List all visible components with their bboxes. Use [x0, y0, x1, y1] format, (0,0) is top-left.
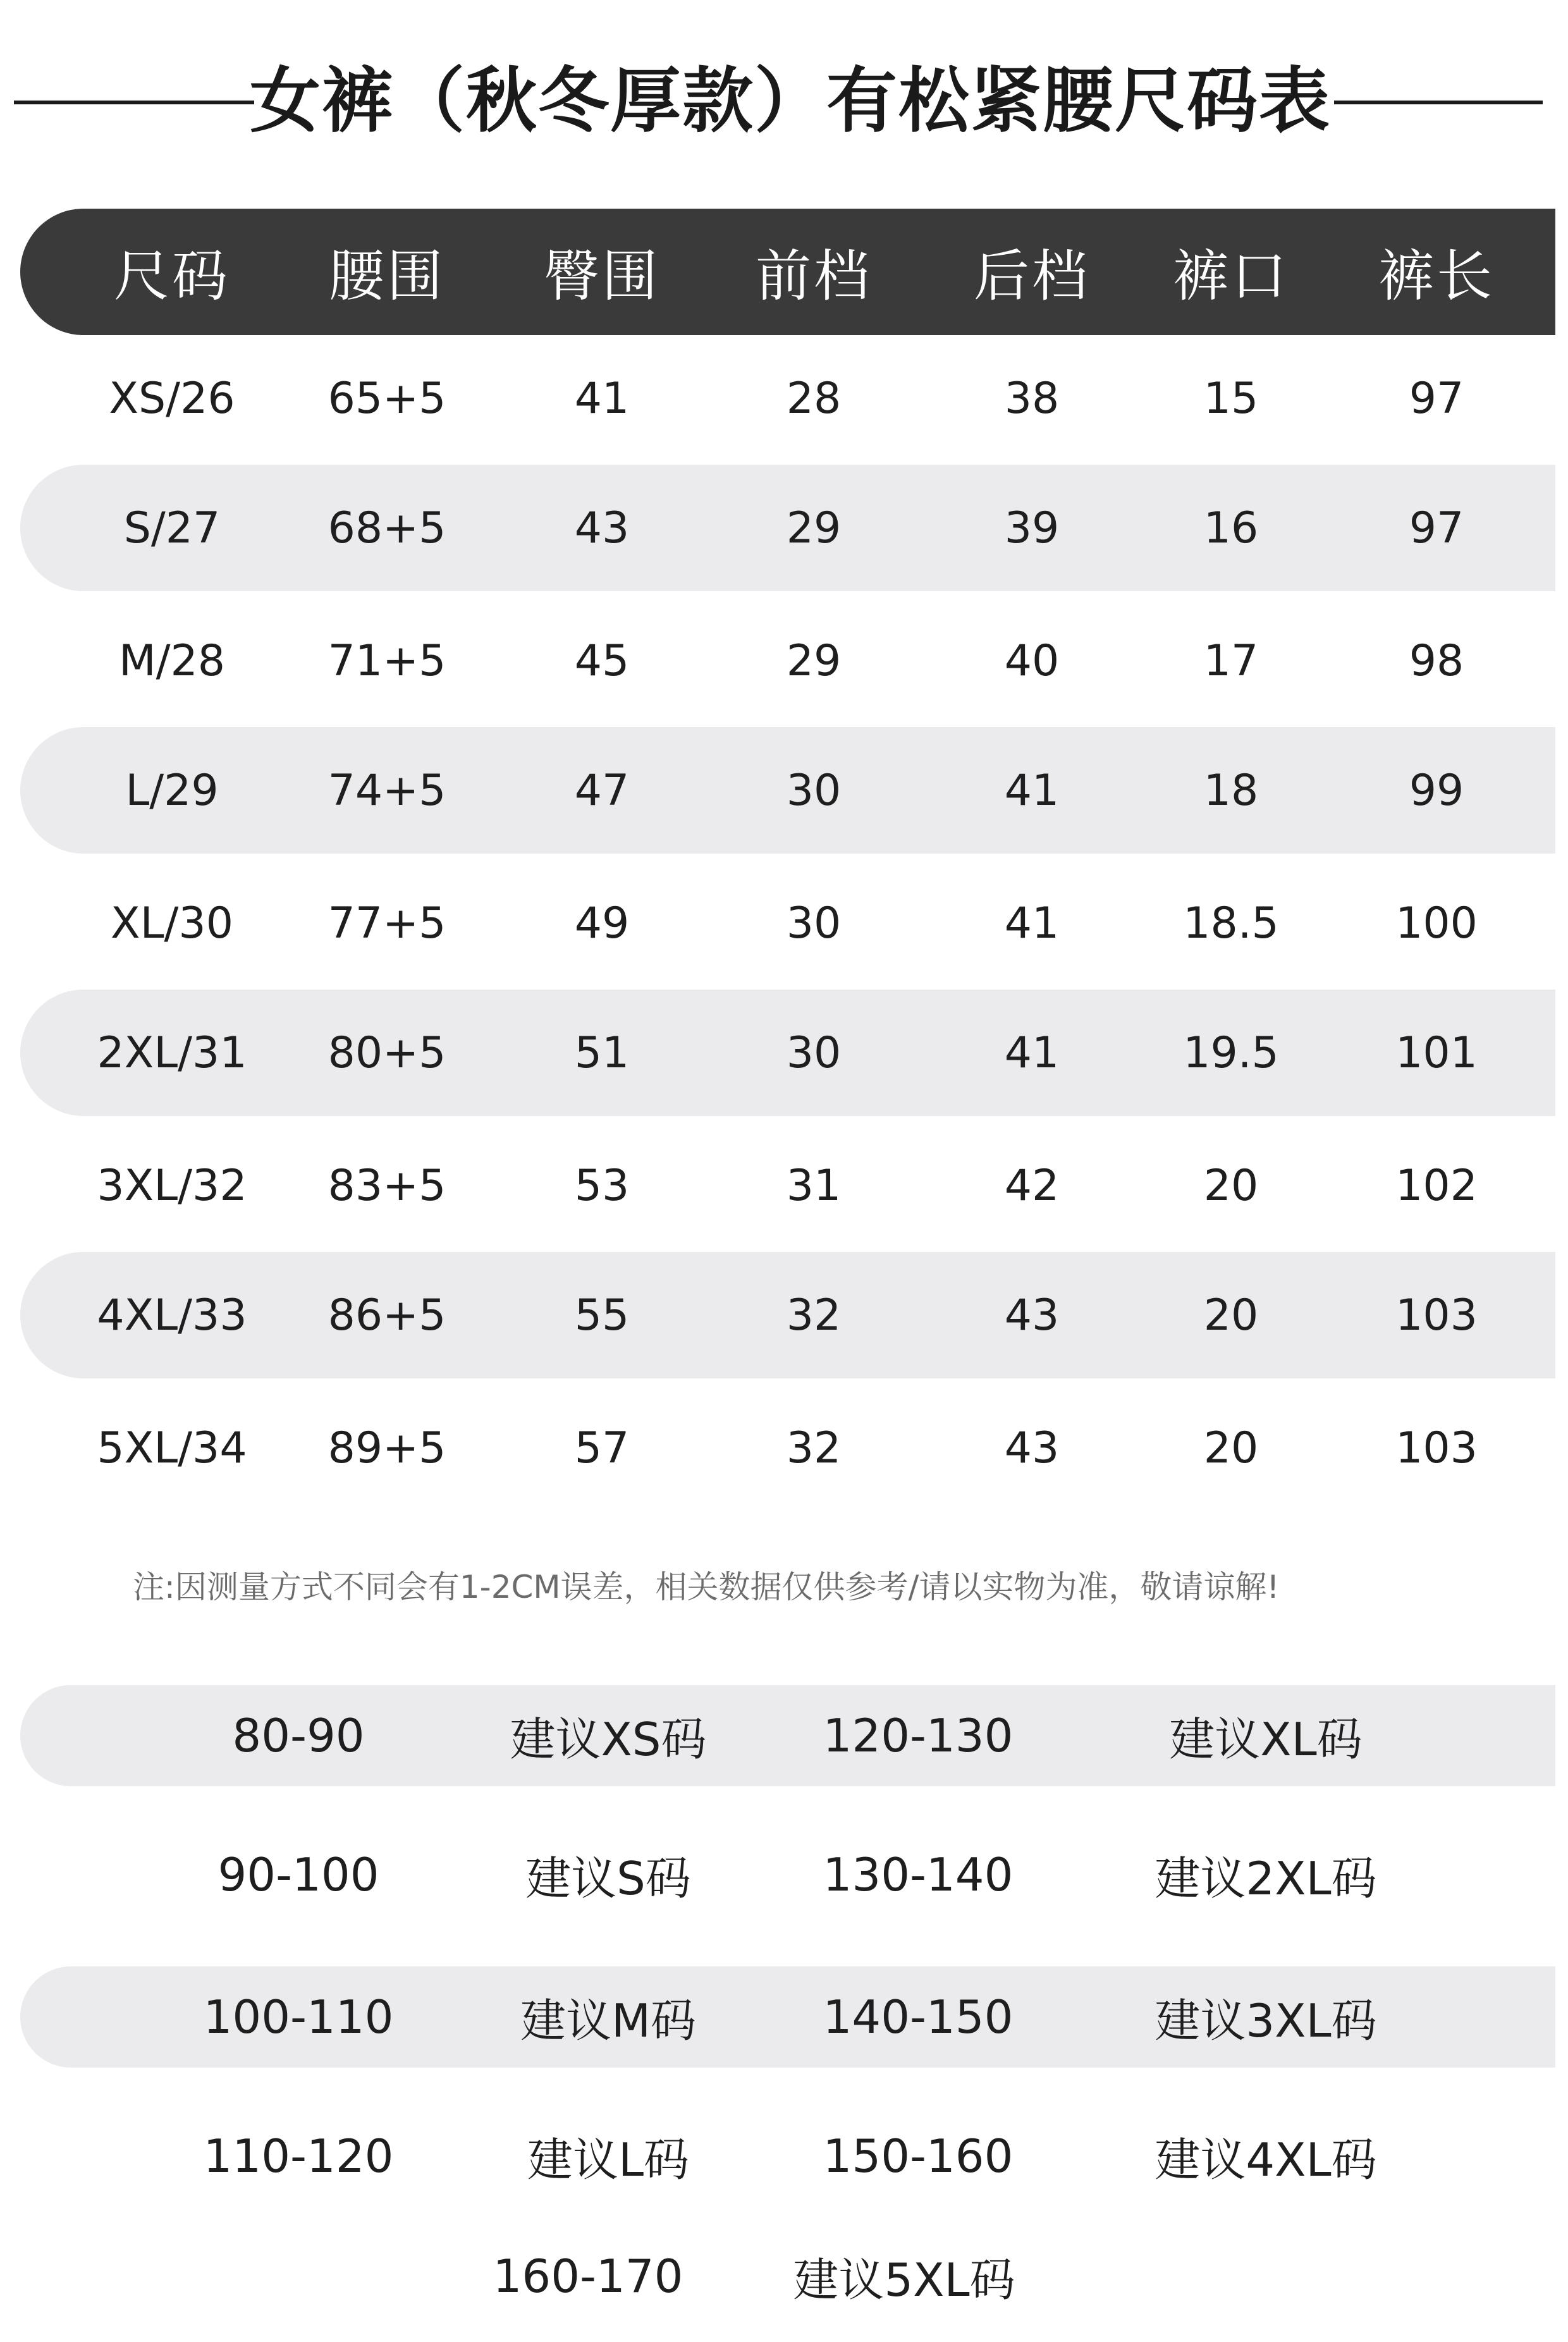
weight-range: 140-150 [823, 1990, 1014, 2044]
cell-front-rise: 32 [786, 1290, 842, 1340]
table-row [20, 727, 1555, 854]
table-row [20, 598, 1555, 724]
cell-leg-opening: 20 [1203, 1160, 1259, 1211]
cell-size: XL/30 [111, 898, 233, 948]
cell-length: 97 [1409, 373, 1464, 424]
table-row [20, 860, 1555, 986]
cell-hip: 43 [574, 503, 630, 553]
cell-front-rise: 30 [786, 898, 842, 948]
cell-size: S/27 [123, 503, 221, 553]
cell-waist: 80+5 [328, 1027, 446, 1078]
cell-back-rise: 41 [1004, 765, 1060, 816]
title-rule-right [1334, 101, 1543, 104]
cell-size: 3XL/32 [97, 1160, 247, 1211]
cell-leg-opening: 19.5 [1183, 1027, 1279, 1078]
size-table-header [20, 209, 1555, 335]
suggested-size: 建议L码 [527, 2133, 690, 2186]
suggested-size: 建议4XL码 [1155, 2133, 1377, 2186]
cell-size: L/29 [125, 765, 219, 816]
cell-back-rise: 43 [1004, 1423, 1060, 1473]
weight-range: 80-90 [232, 1709, 365, 1762]
cell-leg-opening: 20 [1203, 1290, 1259, 1340]
cell-length: 101 [1395, 1027, 1478, 1078]
cell-front-rise: 29 [786, 503, 842, 553]
table-row [20, 465, 1555, 591]
cell-leg-opening: 18 [1203, 765, 1259, 816]
cell-front-rise: 28 [786, 373, 842, 424]
header-front-rise: 前档 [755, 243, 872, 309]
cell-back-rise: 39 [1004, 503, 1060, 553]
cell-hip: 57 [574, 1423, 630, 1473]
cell-length: 102 [1395, 1160, 1478, 1211]
cell-leg-opening: 16 [1203, 503, 1259, 553]
suggested-size: 建议S码 [525, 1852, 691, 1905]
cell-waist: 74+5 [328, 765, 446, 816]
header-leg-opening: 裤口 [1172, 243, 1289, 309]
suggested-size: 建议XS码 [510, 1713, 707, 1766]
suggested-size: 建议3XL码 [1155, 1994, 1377, 2047]
suggested-size: 建议2XL码 [1155, 1852, 1377, 1905]
cell-hip: 51 [574, 1027, 630, 1078]
cell-front-rise: 32 [786, 1423, 842, 1473]
cell-waist: 77+5 [328, 898, 446, 948]
header-length: 裤长 [1378, 243, 1495, 309]
table-row [20, 1385, 1555, 1511]
header-back-rise: 后档 [973, 243, 1090, 309]
header-waist: 腰围 [328, 243, 445, 309]
cell-waist: 65+5 [328, 373, 446, 424]
table-row [20, 335, 1555, 462]
cell-leg-opening: 20 [1203, 1423, 1259, 1473]
title-row [0, 38, 1568, 164]
cell-waist: 83+5 [328, 1160, 446, 1211]
weight-range: 160-170 [493, 2250, 683, 2303]
cell-size: XS/26 [109, 373, 235, 424]
cell-back-rise: 38 [1004, 373, 1060, 424]
weight-range: 90-100 [217, 1848, 379, 1901]
cell-front-rise: 31 [786, 1160, 842, 1211]
cell-back-rise: 41 [1004, 898, 1060, 948]
cell-back-rise: 40 [1004, 635, 1060, 686]
cell-length: 99 [1409, 765, 1464, 816]
weight-range: 110-120 [203, 2130, 394, 2183]
cell-length: 98 [1409, 635, 1464, 686]
header-hip: 臀围 [543, 243, 660, 309]
weight-range: 120-130 [823, 1709, 1014, 1762]
cell-leg-opening: 15 [1203, 373, 1259, 424]
cell-front-rise: 29 [786, 635, 842, 686]
cell-back-rise: 42 [1004, 1160, 1060, 1211]
page-title: 女裤（秋冬厚款）有松紧腰尺码表 [250, 60, 1331, 142]
cell-size: 2XL/31 [97, 1027, 247, 1078]
cell-leg-opening: 18.5 [1183, 898, 1279, 948]
cell-hip: 47 [574, 765, 630, 816]
cell-back-rise: 43 [1004, 1290, 1060, 1340]
cell-hip: 45 [574, 635, 630, 686]
recommendation-row [20, 2106, 1555, 2207]
suggested-size: 建议5XL码 [793, 2253, 1015, 2307]
cell-length: 100 [1395, 898, 1478, 948]
recommendation-row [0, 2232, 1568, 2321]
suggested-size: 建议XL码 [1169, 1713, 1363, 1766]
cell-back-rise: 41 [1004, 1027, 1060, 1078]
cell-leg-opening: 17 [1203, 635, 1259, 686]
cell-size: 5XL/34 [97, 1423, 247, 1473]
cell-front-rise: 30 [786, 1027, 842, 1078]
cell-size: 4XL/33 [97, 1290, 247, 1340]
cell-hip: 53 [574, 1160, 630, 1211]
weight-range: 130-140 [823, 1848, 1014, 1901]
table-row [20, 1122, 1555, 1249]
cell-waist: 86+5 [328, 1290, 446, 1340]
cell-waist: 71+5 [328, 635, 446, 686]
cell-size: M/28 [118, 635, 226, 686]
cell-waist: 68+5 [328, 503, 446, 553]
recommendation-row [20, 1966, 1555, 2068]
cell-length: 103 [1395, 1290, 1478, 1340]
recommendation-row [20, 1824, 1555, 1925]
weight-range: 150-160 [823, 2130, 1014, 2183]
cell-length: 97 [1409, 503, 1464, 553]
cell-hip: 49 [574, 898, 630, 948]
cell-front-rise: 30 [786, 765, 842, 816]
weight-range: 100-110 [203, 1990, 394, 2044]
cell-waist: 89+5 [328, 1423, 446, 1473]
table-row [20, 990, 1555, 1116]
table-row [20, 1252, 1555, 1378]
recommendation-row [20, 1685, 1555, 1786]
cell-length: 103 [1395, 1423, 1478, 1473]
suggested-size: 建议M码 [520, 1994, 697, 2047]
cell-hip: 41 [574, 373, 630, 424]
header-size: 尺码 [113, 243, 230, 309]
cell-hip: 55 [574, 1290, 630, 1340]
measurement-note: 注:因测量方式不同会有1-2CM误差，相关数据仅供参考/请以实物为准，敬请谅解! [133, 1569, 1280, 1605]
title-rule-left [14, 101, 254, 104]
